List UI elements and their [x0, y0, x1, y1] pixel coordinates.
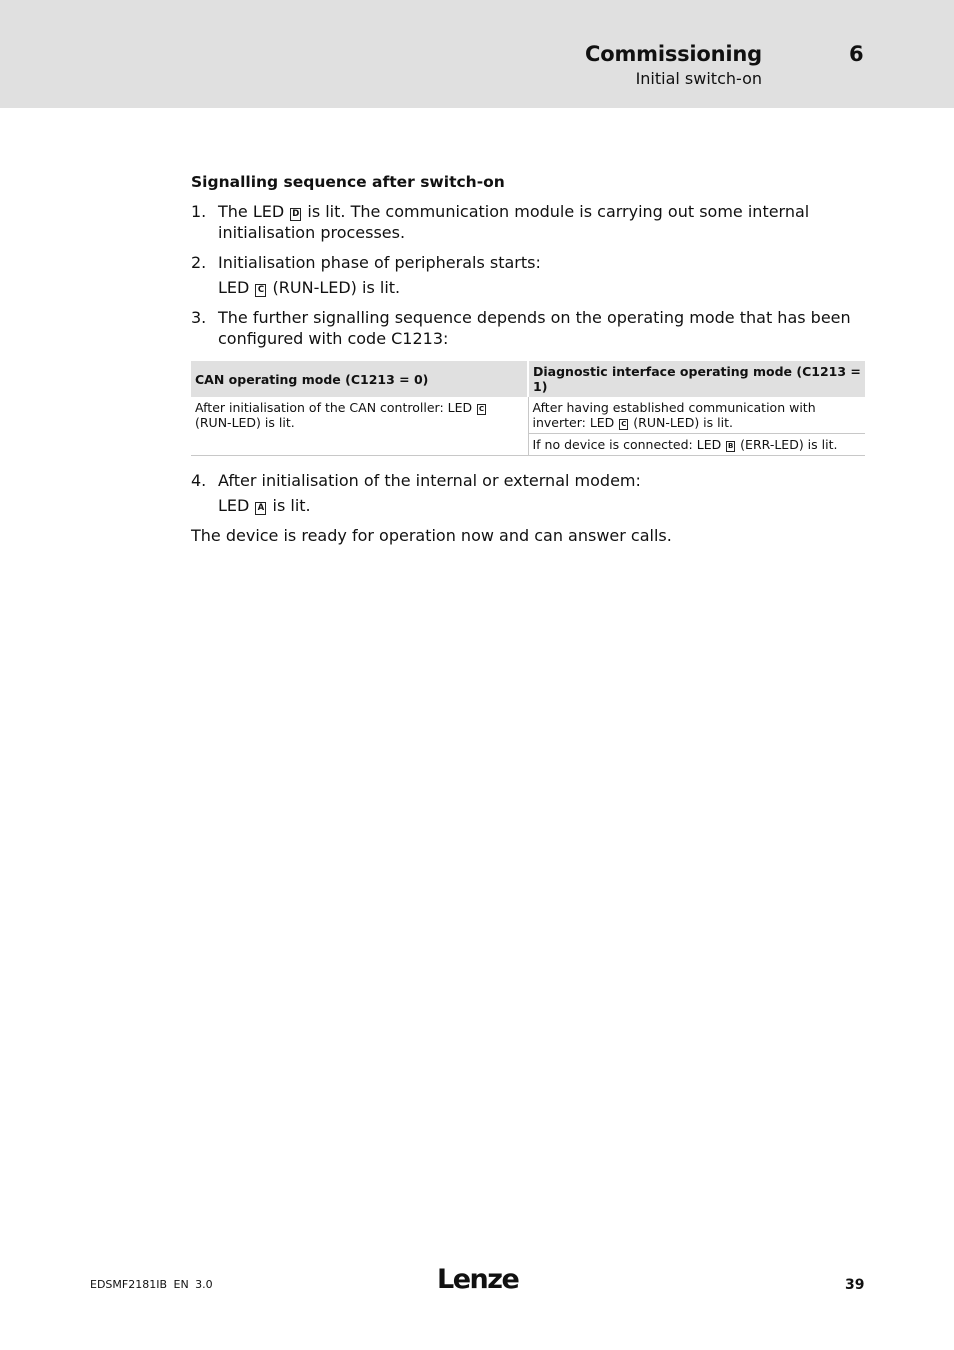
table-cell-diagnostic-no-device [528, 434, 865, 456]
step-4 [191, 470, 865, 516]
table-header-diagnostic: Diagnostic interface operating mode (C1213 = 1) [528, 361, 865, 397]
led-b-icon: B [728, 442, 734, 450]
step-text [218, 201, 865, 243]
step-text-part: The LED [218, 202, 290, 221]
main-content [191, 172, 865, 562]
table-row [191, 397, 865, 434]
led-c-icon: C [479, 405, 485, 413]
step-subtext [218, 495, 865, 516]
step-text: After initialisation of the internal or external modem: [218, 471, 641, 490]
operating-mode-table [191, 361, 865, 456]
cell-text: (RUN-LED) is lit. [629, 415, 733, 430]
cell-text: If no device is connected: LED [532, 437, 726, 452]
closing-text: The device is ready for operation now and can answer calls. [191, 526, 672, 545]
section-title: Initial switch-on [635, 69, 762, 88]
table-cell-diagnostic-connected [528, 397, 865, 434]
table-header-can: CAN operating mode (C1213 = 0) [191, 361, 528, 397]
led-d-icon: D [292, 209, 300, 219]
led-c-icon: C [255, 284, 266, 297]
cell-text: After initialisation of the CAN controller: LED [195, 400, 477, 415]
step-3 [191, 307, 865, 349]
content-heading: Signalling sequence after switch-on [191, 173, 505, 191]
step-number: 2. [191, 253, 207, 272]
step-2 [191, 252, 865, 298]
led-a-icon: A [255, 502, 266, 515]
step-text: The further signalling sequence depends on the operating mode that has been configured with code C1213: [218, 308, 851, 348]
step-1 [191, 201, 865, 243]
lenze-logo: Lenze [437, 1264, 519, 1295]
page-header [0, 0, 954, 108]
table-header-row [191, 361, 865, 397]
step-number: 4. [191, 471, 207, 490]
cell-text: (ERR-LED) is lit. [736, 437, 838, 452]
led-c-icon: C [621, 420, 627, 428]
table-cell-can [191, 397, 528, 456]
step-number: 1. [191, 202, 207, 221]
step-subtext [218, 277, 865, 298]
step-text-part: is lit. [267, 496, 311, 515]
chapter-title: Commissioning [585, 42, 762, 66]
page-number: 39 [845, 1277, 865, 1293]
step-text-part: LED [218, 496, 255, 515]
step-text: Initialisation phase of peripherals starts: [218, 253, 541, 272]
chapter-number: 6 [849, 42, 864, 66]
step-number: 3. [191, 308, 207, 327]
step-text-part: LED [218, 278, 255, 297]
step-text-part: (RUN-LED) is lit. [267, 278, 401, 297]
cell-text: (RUN-LED) is lit. [195, 415, 295, 430]
cell-text: After having established communication with inverter: LED [532, 400, 816, 430]
step-text-part: is lit. The communication module is carrying out some internal initialisation processes. [218, 202, 810, 242]
document-id: EDSMF2181IB EN 3.0 [90, 1278, 213, 1291]
